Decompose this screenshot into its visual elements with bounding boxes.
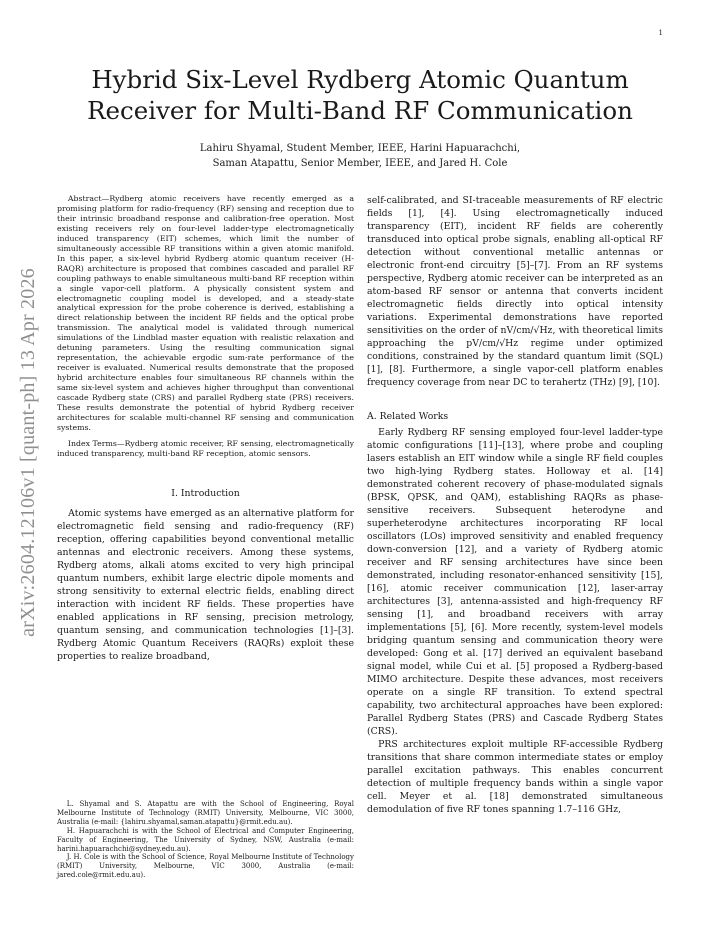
title-line-1: Hybrid Six-Level Rydberg Atomic Quantum xyxy=(91,65,629,94)
paper-title xyxy=(60,64,660,126)
left-column xyxy=(57,194,354,663)
authors-line-2: Saman Atapattu, Senior Member, IEEE, and Jared H. Cole xyxy=(212,158,508,169)
footnote-3: J. H. Cole is with the School of Science, Royal Melbourne Institute of Technology (RMIT) University, Melbourne, VIC 3000, Australia (e-mail: jared.cole@rmit.edu.au). xyxy=(57,853,354,880)
author-list xyxy=(60,141,660,171)
footnotes xyxy=(57,800,354,880)
arxiv-identifier-sidebar xyxy=(12,217,44,687)
footnote-1: L. Shyamal and S. Atapattu are with the School of Engineering, Royal Melbourne Institute of Technology (RMIT) University, Melbourne, VIC 3000, Australia (e-mail: {lahiru.shyamal,saman.atapattu}@rmit.edu.au). xyxy=(57,800,354,826)
right-column xyxy=(367,194,663,816)
right-paragraph-3: PRS architectures exploit multiple RF-accessible Rydberg transitions that share common intermediate states or employ parallel excitation pathways. This enables concurrent detection of multiple frequency bands within a single vapor cell. Meyer et al. [18] demonstrated simultaneous demodulation of five RF tones spanning 1.7–116 GHz, xyxy=(367,739,663,815)
authors-line-1: Lahiru Shyamal, Student Member, IEEE, Harini Hapuarachchi, xyxy=(199,143,521,154)
right-paragraph-2: Early Rydberg RF sensing employed four-level ladder-type atomic configurations [11]–[13], where probe and coupling lasers establish an EIT window while a single RF field couples two high-lying Rydberg states. Holloway et al. [14] demonstrated coherent recovery of phase-modulated signals (BPSK, QPSK, and QAM), establishing RAQRs as phase-sensitive receivers. Subsequent heterodyne and superheterodyne architectures incorporating RF local oscillators (LOs) improved sensitivity and enabled frequency down-conversion [12], and a variety of Rydberg atomic receiver and RF sensing architectures have since been demonstrated, including resonator-enhanced sensitivity [15], [16], atomic receiver communication [12], laser-array architectures [3], antenna-assisted and high-frequency RF sensing [1], and broadband receivers with array implementations [5], [6]. More recently, system-level models bridging quantum sensing and communication theory were developed: Gong et al. [17] derived an equivalent baseband signal model, while Cui et al. [5] proposed a Rydberg-based MIMO architecture. Despite these advances, most receivers operate on a single RF transition. To extend spectral capability, two architectural approaches have been explored: Parallel Rydberg States (PRS) and Cascade Rydberg States (CRS). xyxy=(367,427,663,737)
index-terms: Index Terms—Rydberg atomic receiver, RF sensing, electromagnetically induced transparency, multi-band RF reception, atomic sensors. xyxy=(57,438,354,458)
subsection-heading-related-works: A. Related Works xyxy=(367,411,449,422)
page-number: 1 xyxy=(658,29,663,37)
abstract: Abstract—Rydberg atomic receivers have recently emerged as a promising platform for radio-frequency (RF) sensing and reception due to their intrinsic broadband response and calibration-free operation. Most existing receivers rely on four-level ladder-type electromagnetically induced transparency (EIT) schemes, which limit the number of simultaneously accessible RF transitions within a given atomic manifold. In this paper, a six-level hybrid Rydberg atomic quantum receiver (H-RAQR) architecture is proposed that combines cascaded and parallel RF coupling pathways to enable simultaneous multi-band RF reception within a single vapor-cell platform. A physically consistent system and electromagnetic coupling model is developed, and a steady-state analytical expression for the probe coherence is derived, establishing a direct relationship between the incident RF fields and the optical probe transmission. The analytical model is validated through numerical simulations of the Lindblad master equation with realistic relaxation and detuning parameters. Using the resulting communication signal representation, the achievable ergodic sum-rate performance of the receiver is evaluated. Numerical results demonstrate that the proposed hybrid architecture enables four simultaneous RF channels within the same six-level system and achieves higher throughput than conventional cascade Rydberg state (CRS) and parallel Rydberg state (PRS) receivers. These results demonstrate the potential of hybrid Rydberg receiver architectures for scalable multi-channel RF sensing and communication systems. xyxy=(57,194,354,432)
intro-paragraph: Atomic systems have emerged as an alternative platform for electromagnetic field sensing and radio-frequency (RF) reception, offering capabilities beyond conventional metallic antennas and electronic receivers. Among these systems, Rydberg atoms, alkali atoms excited to very high principal quantum numbers, exhibit large electric dipole moments and strong sensitivity to external electric fields, enabling direct interaction with incident RF fields. These properties have enabled applications in RF sensing, precision metrology, quantum sensing, and communication technologies [1]–[3]. Rydberg Atomic Quantum Receivers (RAQRs) exploit these properties to realize broadband, xyxy=(57,508,354,663)
section-heading-introduction: I. Introduction xyxy=(171,487,240,499)
footnote-2: H. Hapuarachchi is with the School of Electrical and Computer Engineering, Faculty of Engineering, The University of Sydney, NSW, Australia (e-mail: harini.hapuarachchi@sydney.edu.au). xyxy=(57,826,354,853)
right-paragraph-1: self-calibrated, and SI-traceable measurements of RF electric fields [1], [4]. Using electromagnetically induced transparency (EIT), incident RF fields are coherently transduced into optical probe signals, enabling all-optical RF detection without conventional metallic antennas or electronic front-end circuitry [5]–[7]. From an RF systems perspective, Rydberg atomic receiver can be interpreted as an atom-based RF sensor or antenna that converts incident electromagnetic fields directly into optical intensity variations. Experimental demonstrations have reported sensitivities on the order of nV/cm/√Hz, with theoretical limits approaching the pV/cm/√Hz regime under optimized conditions, constrained by the standard quantum limit (SQL) [1], [8]. Furthermore, a single vapor-cell platform enables frequency coverage from near DC to terahertz (THz) [9], [10]. xyxy=(367,195,663,388)
title-line-2: Receiver for Multi-Band RF Communication xyxy=(87,96,633,125)
arxiv-identifier: arXiv:2604.12106v1 [quant-ph] 13 Apr 2026 xyxy=(16,267,39,637)
